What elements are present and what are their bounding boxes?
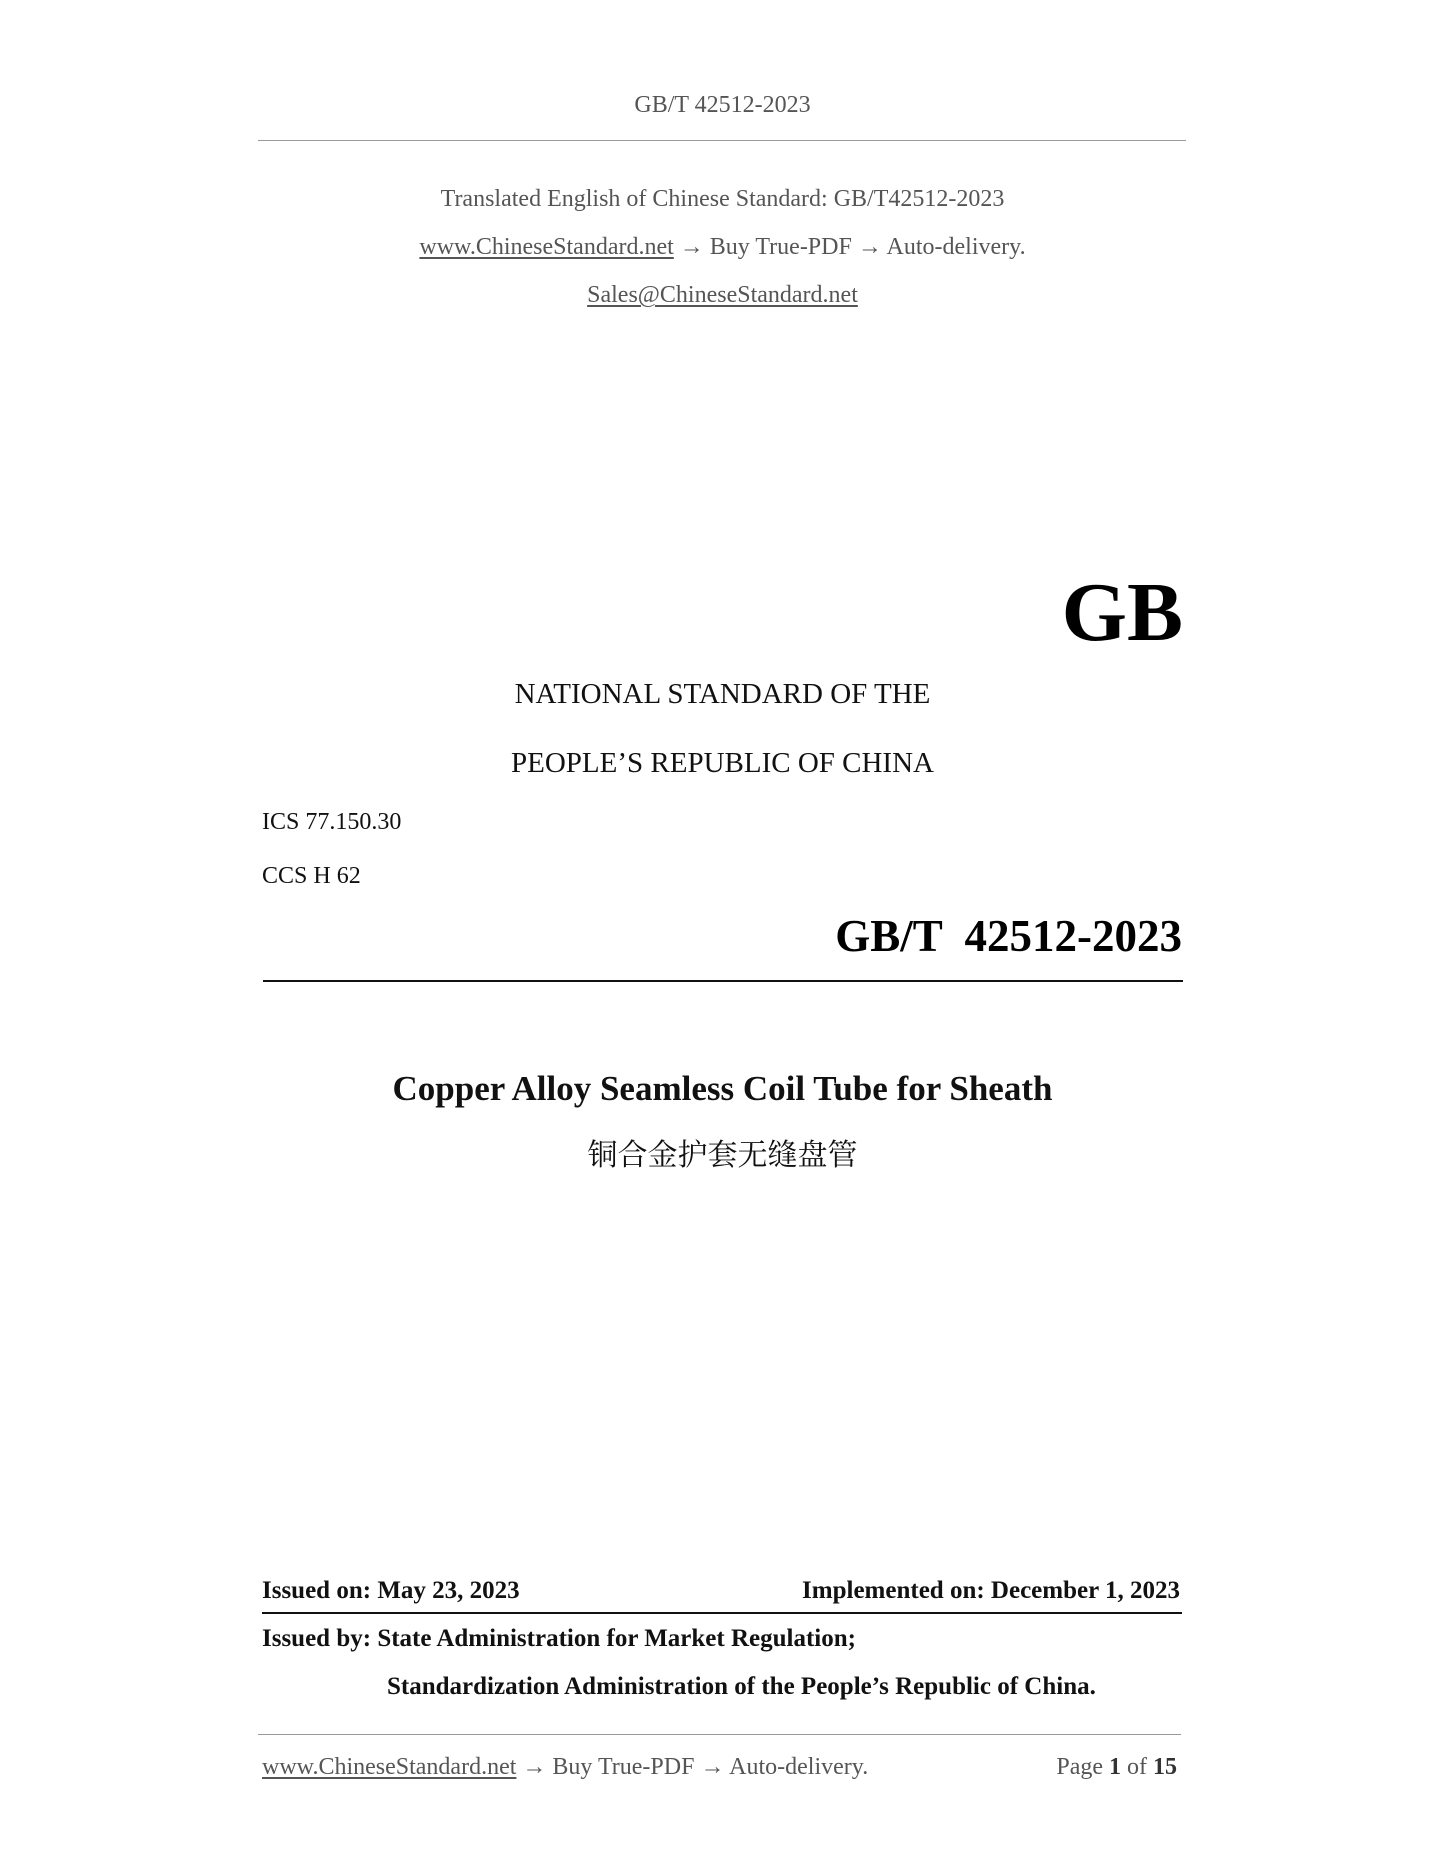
footer-promo [262,1752,868,1782]
issued-by-line1: Issued by: State Administration for Market Regulation; [262,1625,856,1652]
arrow-icon: → [700,1754,725,1780]
national-standard-line1: NATIONAL STANDARD OF THE [514,678,931,710]
document-title-chinese: 铜合金护套无缝盘管 [587,1138,858,1173]
footer-delivery-text: Auto-delivery. [729,1754,869,1780]
ccs-code: CCS H 62 [262,863,361,889]
ics-code: ICS 77.150.30 [262,809,402,835]
document-title: Copper Alloy Seamless Coil Tube for Sheath [392,1069,1053,1108]
national-standard-line2: PEOPLE’S REPUBLIC OF CHINA [511,747,934,779]
arrow-icon: → [857,234,882,260]
page-number: 1 [1109,1754,1121,1780]
sales-email-link[interactable]: Sales@ChineseStandard.net [587,282,858,308]
promo-line [0,232,1445,262]
issued-by-line2: Standardization Administration of the People’s Republic of China. [387,1673,1096,1700]
running-header: GB/T 42512-2023 [634,92,811,118]
of-label: of [1127,1754,1147,1780]
standard-number: GB/T 42512-2023 [835,911,1182,961]
issue-divider [262,1612,1182,1614]
footer-buy-text: Buy True-PDF [552,1754,695,1780]
delivery-text: Auto-delivery. [886,234,1026,260]
translation-notice: Translated English of Chinese Standard: GB/T42512-2023 [440,186,1005,212]
footer-divider [258,1734,1181,1735]
email-line [0,280,1445,310]
arrow-icon: → [522,1754,547,1780]
title-divider [263,980,1183,982]
buy-text: Buy True-PDF [709,234,852,260]
arrow-icon: → [679,234,704,260]
page-label: Page [1056,1754,1103,1780]
site-link[interactable]: www.ChineseStandard.net [419,234,674,260]
implemented-on: Implemented on: December 1, 2023 [802,1577,1180,1604]
footer-site-link[interactable]: www.ChineseStandard.net [262,1754,517,1780]
page-indicator [1056,1752,1177,1782]
gb-logo: GB [1061,566,1183,659]
header-divider [258,140,1186,141]
issued-on: Issued on: May 23, 2023 [262,1577,520,1604]
page-total: 15 [1153,1754,1177,1780]
